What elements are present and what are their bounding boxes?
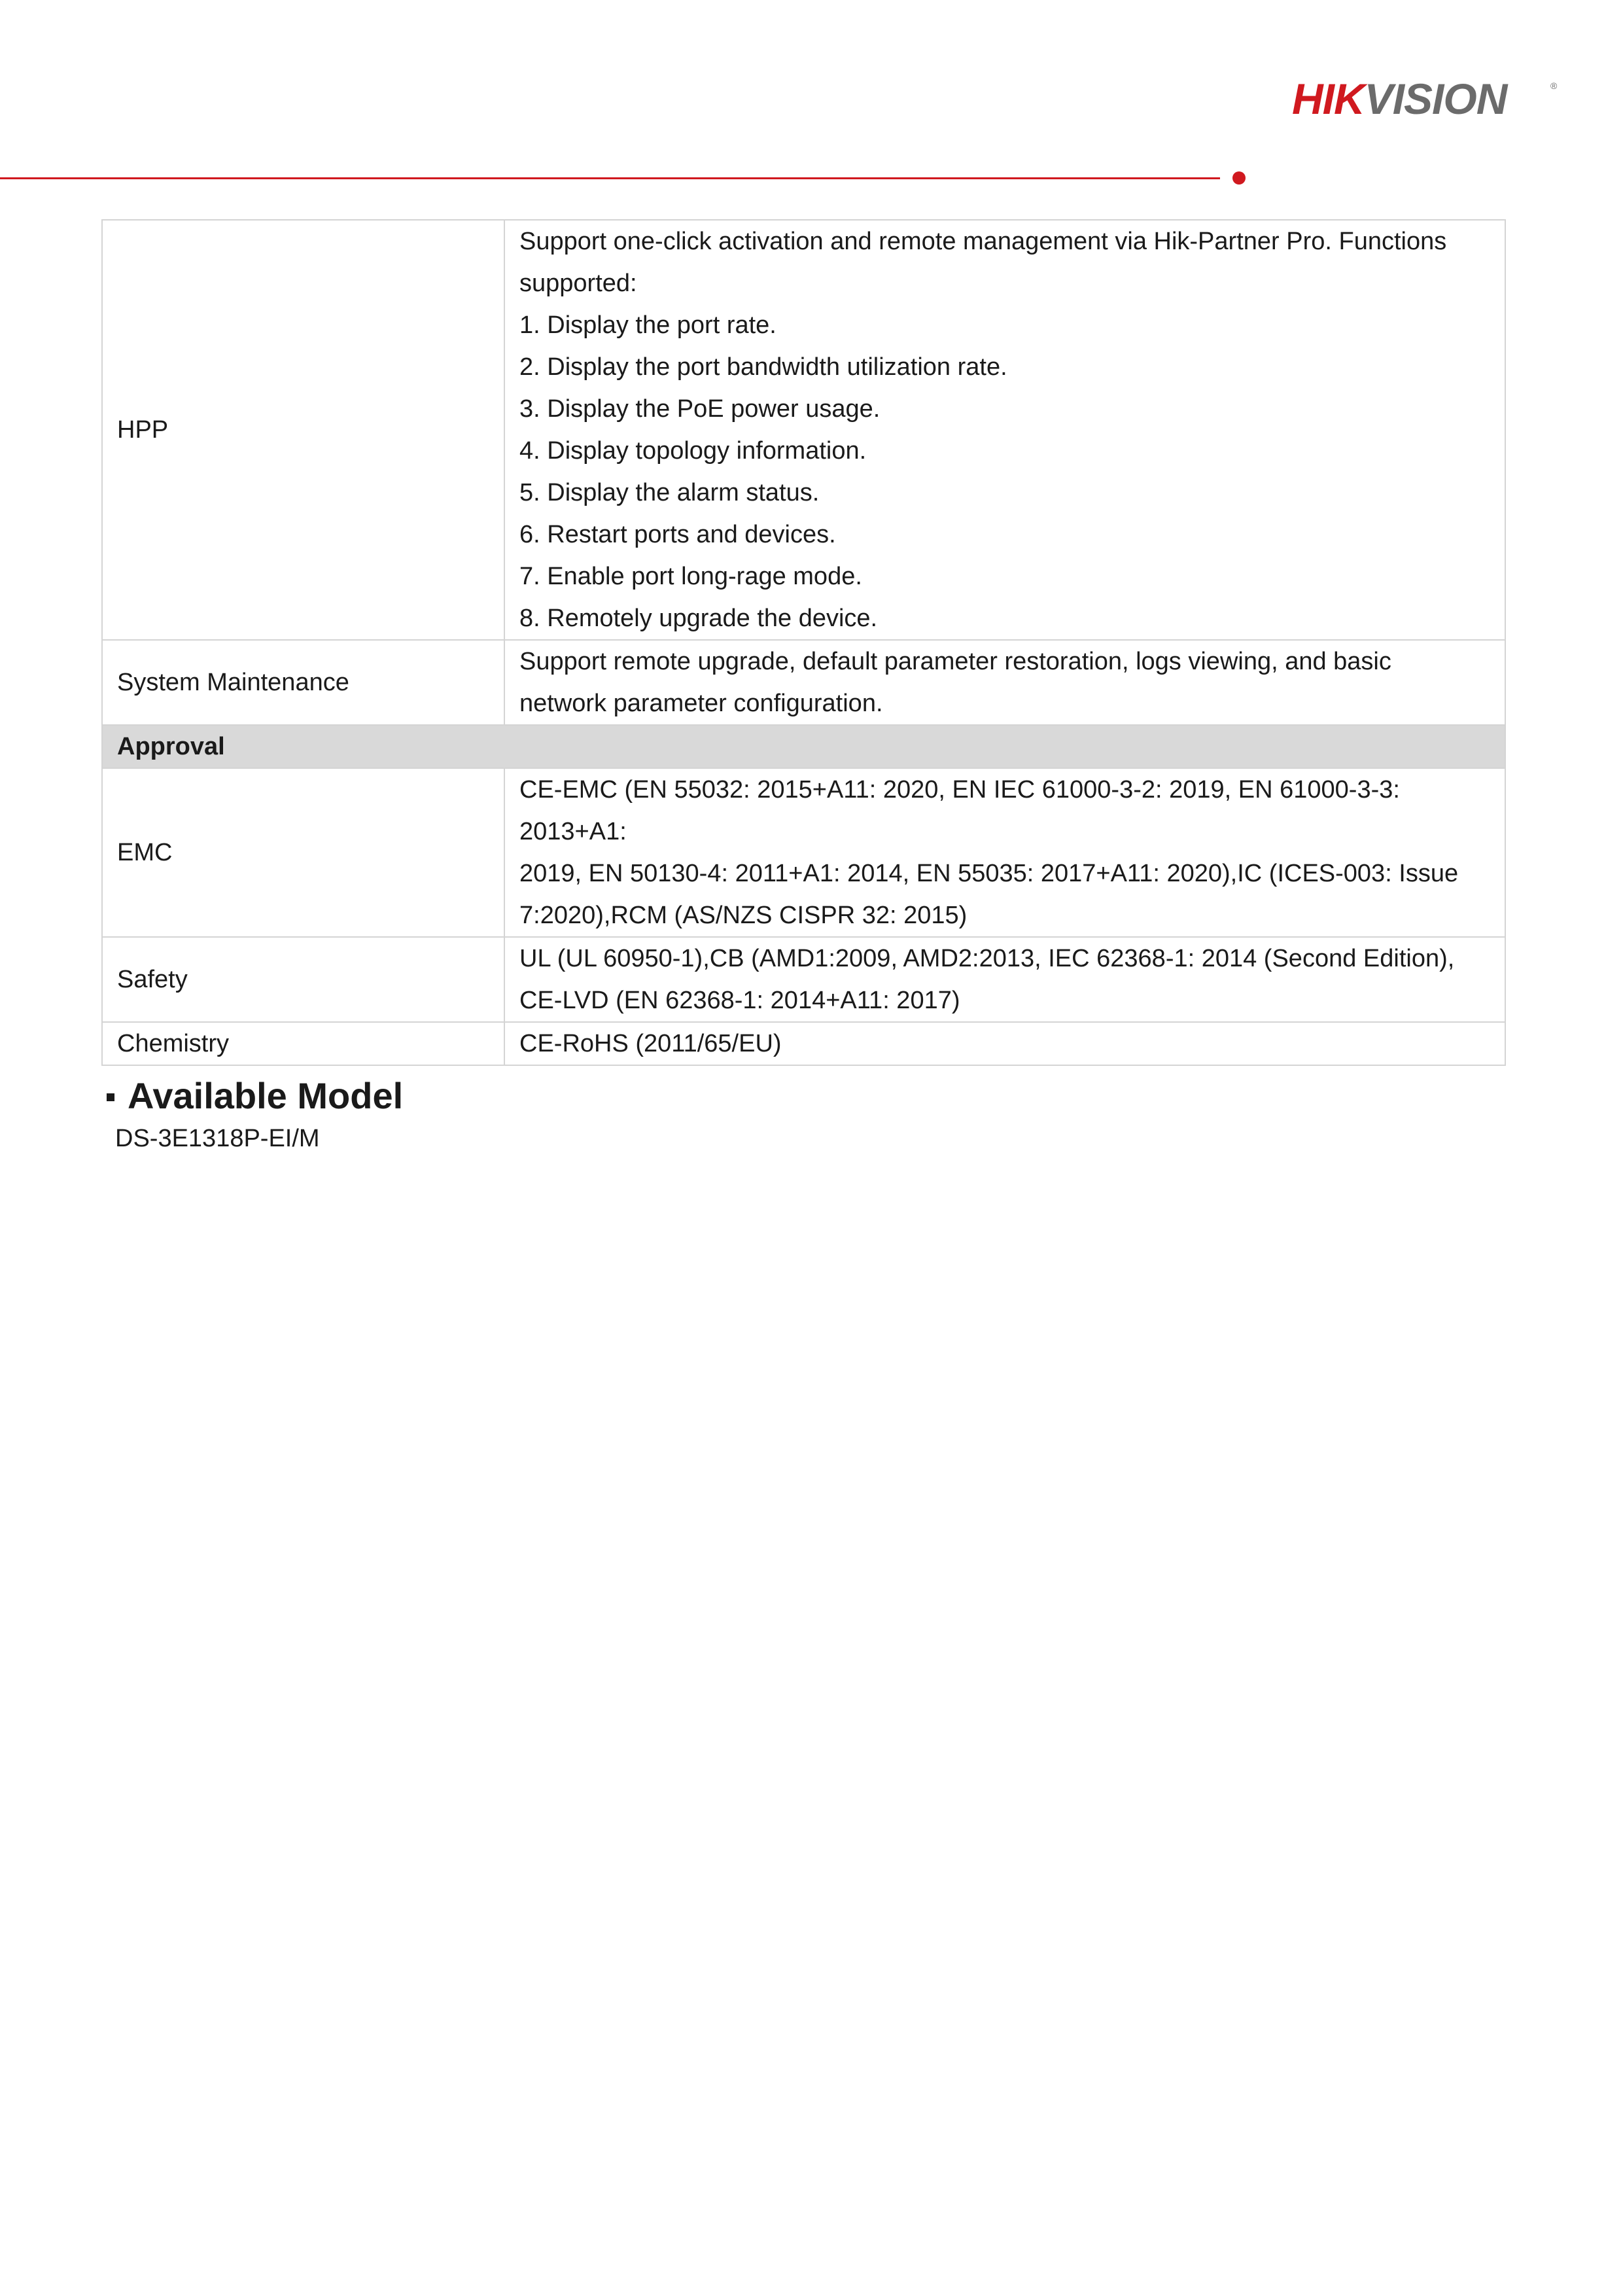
- header-rule-dot: [1232, 171, 1246, 185]
- value-line: 1. Display the port rate.: [519, 311, 777, 339]
- svg-text:®: ®: [1550, 80, 1558, 91]
- section-title: Approval: [102, 725, 1505, 768]
- value-line: UL (UL 60950-1),CB (AMD1:2009, AMD2:2013, IEC 62368-1: 2014 (Second Edition),: [519, 945, 1455, 972]
- value-line: CE-LVD (EN 62368-1: 2014+A11: 2017): [519, 987, 960, 1014]
- value-line: 5. Display the alarm status.: [519, 479, 820, 506]
- value-line: supported:: [519, 270, 637, 297]
- value-line: Support remote upgrade, default parameter restoration, logs viewing, and basic: [519, 648, 1391, 675]
- table-row-chemistry: [102, 1022, 1505, 1065]
- table-row-safety: [102, 937, 1505, 1022]
- value-line: 3. Display the PoE power usage.: [519, 395, 881, 423]
- row-value: [504, 768, 1505, 937]
- row-value: [504, 640, 1505, 725]
- table-row-system-maintenance: [102, 640, 1505, 725]
- value-line: network parameter configuration.: [519, 690, 883, 717]
- section-row-approval: [102, 725, 1505, 768]
- value-line: 6. Restart ports and devices.: [519, 521, 836, 548]
- table-row-emc: [102, 768, 1505, 937]
- value-line: 8. Remotely upgrade the device.: [519, 605, 878, 632]
- value-line: CE-RoHS (2011/65/EU): [519, 1030, 782, 1057]
- available-model-title: Available Model: [128, 1075, 404, 1116]
- row-value: [504, 220, 1505, 640]
- value-line: 2. Display the port bandwidth utilization rate.: [519, 353, 1007, 381]
- value-line: 7:2020),RCM (AS/NZS CISPR 32: 2015): [519, 902, 968, 929]
- value-line: CE-EMC (EN 55032: 2015+A11: 2020, EN IEC 61000-3-2: 2019, EN 61000-3-3: 2013+A1:: [519, 776, 1400, 845]
- row-label: Safety: [102, 937, 504, 1022]
- bullet-icon: [107, 1093, 114, 1101]
- row-label: HPP: [102, 220, 504, 640]
- value-line: 4. Display topology information.: [519, 437, 867, 465]
- svg-text:HIKVISION: HIKVISION: [1292, 75, 1507, 123]
- row-label: Chemistry: [102, 1022, 504, 1065]
- hikvision-logo-mark: [1292, 71, 1567, 130]
- model-number: DS-3E1318P-EI/M: [115, 1125, 320, 1152]
- row-label: EMC: [102, 768, 504, 937]
- value-line: 7. Enable port long-rage mode.: [519, 563, 862, 590]
- row-value: [504, 1022, 1505, 1065]
- available-model-heading: [107, 1070, 403, 1122]
- row-label: System Maintenance: [102, 640, 504, 725]
- hikvision-logo: [1292, 71, 1567, 130]
- table-row-hpp: [102, 220, 1505, 640]
- value-line: 2019, EN 50130-4: 2011+A1: 2014, EN 55035: 2017+A11: 2020),IC (ICES-003: Issue: [519, 860, 1459, 887]
- spec-table: [101, 219, 1506, 1066]
- row-value: [504, 937, 1505, 1022]
- value-line: Support one-click activation and remote management via Hik-Partner Pro. Functions: [519, 228, 1447, 255]
- header-rule: [0, 177, 1220, 179]
